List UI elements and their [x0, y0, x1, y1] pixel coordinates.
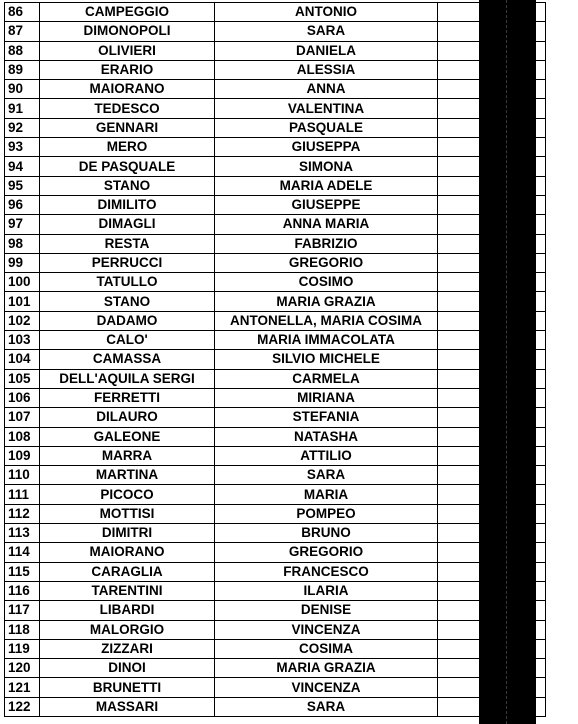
table-row	[5, 273, 546, 292]
surname-cell: STANO	[40, 292, 215, 311]
row-number-cell: 116	[5, 581, 40, 600]
row-number-cell: 115	[5, 562, 40, 581]
first-name-cell: ATTILIO	[215, 446, 438, 465]
table-body	[5, 3, 546, 717]
first-name-cell: MARIA ADELE	[215, 176, 438, 195]
table-row	[5, 388, 546, 407]
table-row	[5, 22, 546, 41]
first-name-cell: ANNA MARIA	[215, 215, 438, 234]
first-name-cell: BRUNO	[215, 524, 438, 543]
redaction-bar	[479, 0, 536, 724]
row-number-cell: 87	[5, 22, 40, 41]
row-number-cell: 118	[5, 620, 40, 639]
first-name-cell: GREGORIO	[215, 543, 438, 562]
row-number-cell: 103	[5, 331, 40, 350]
surname-cell: CALO'	[40, 331, 215, 350]
first-name-cell: ALESSIA	[215, 60, 438, 79]
redaction-seam	[506, 0, 507, 724]
row-number-cell: 104	[5, 350, 40, 369]
table-row	[5, 350, 546, 369]
row-number-cell: 112	[5, 504, 40, 523]
surname-cell: MARRA	[40, 446, 215, 465]
table-row	[5, 99, 546, 118]
surname-cell: DIMITRI	[40, 524, 215, 543]
table-row	[5, 601, 546, 620]
first-name-cell: DANIELA	[215, 41, 438, 60]
surname-cell: ERARIO	[40, 60, 215, 79]
table-row	[5, 292, 546, 311]
surname-cell: RESTA	[40, 234, 215, 253]
first-name-cell: ANTONIO	[215, 3, 438, 22]
first-name-cell: POMPEO	[215, 504, 438, 523]
first-name-cell: COSIMO	[215, 273, 438, 292]
surname-cell: MARTINA	[40, 466, 215, 485]
surname-cell: STANO	[40, 176, 215, 195]
row-number-cell: 101	[5, 292, 40, 311]
surname-cell: DILAURO	[40, 408, 215, 427]
surname-cell: CARAGLIA	[40, 562, 215, 581]
first-name-cell: SARA	[215, 697, 438, 716]
table-row	[5, 581, 546, 600]
ranking-table	[4, 2, 546, 717]
surname-cell: GALEONE	[40, 427, 215, 446]
surname-cell: DIMONOPOLI	[40, 22, 215, 41]
table-row	[5, 3, 546, 22]
table-row	[5, 485, 546, 504]
first-name-cell: DENISE	[215, 601, 438, 620]
row-number-cell: 88	[5, 41, 40, 60]
table-row	[5, 369, 546, 388]
surname-cell: DIMILITO	[40, 195, 215, 214]
first-name-cell: NATASHA	[215, 427, 438, 446]
surname-cell: PERRUCCI	[40, 253, 215, 272]
row-number-cell: 93	[5, 138, 40, 157]
surname-cell: PICOCO	[40, 485, 215, 504]
row-number-cell: 100	[5, 273, 40, 292]
table-row	[5, 639, 546, 658]
table-row	[5, 80, 546, 99]
row-number-cell: 105	[5, 369, 40, 388]
row-number-cell: 96	[5, 195, 40, 214]
first-name-cell: SILVIO MICHELE	[215, 350, 438, 369]
row-number-cell: 109	[5, 446, 40, 465]
row-number-cell: 114	[5, 543, 40, 562]
surname-cell: MALORGIO	[40, 620, 215, 639]
row-number-cell: 86	[5, 3, 40, 22]
row-number-cell: 111	[5, 485, 40, 504]
first-name-cell: MARIA IMMACOLATA	[215, 331, 438, 350]
table-row	[5, 466, 546, 485]
table-row	[5, 543, 546, 562]
table-row	[5, 524, 546, 543]
surname-cell: MOTTISI	[40, 504, 215, 523]
row-number-cell: 108	[5, 427, 40, 446]
first-name-cell: GIUSEPPE	[215, 195, 438, 214]
surname-cell: MAIORANO	[40, 80, 215, 99]
first-name-cell: ANNA	[215, 80, 438, 99]
first-name-cell: FRANCESCO	[215, 562, 438, 581]
first-name-cell: VINCENZA	[215, 620, 438, 639]
row-number-cell: 110	[5, 466, 40, 485]
first-name-cell: MARIA GRAZIA	[215, 659, 438, 678]
row-number-cell: 113	[5, 524, 40, 543]
table-row	[5, 678, 546, 697]
table-row	[5, 659, 546, 678]
table-row	[5, 620, 546, 639]
first-name-cell: MIRIANA	[215, 388, 438, 407]
surname-cell: OLIVIERI	[40, 41, 215, 60]
row-number-cell: 89	[5, 60, 40, 79]
row-number-cell: 99	[5, 253, 40, 272]
table-row	[5, 215, 546, 234]
table-row	[5, 504, 546, 523]
first-name-cell: MARIA	[215, 485, 438, 504]
surname-cell: DADAMO	[40, 311, 215, 330]
row-number-cell: 90	[5, 80, 40, 99]
surname-cell: MERO	[40, 138, 215, 157]
row-number-cell: 97	[5, 215, 40, 234]
surname-cell: CAMPEGGIO	[40, 3, 215, 22]
row-number-cell: 120	[5, 659, 40, 678]
row-number-cell: 92	[5, 118, 40, 137]
surname-cell: MAIORANO	[40, 543, 215, 562]
first-name-cell: GREGORIO	[215, 253, 438, 272]
surname-cell: GENNARI	[40, 118, 215, 137]
row-number-cell: 119	[5, 639, 40, 658]
row-number-cell: 107	[5, 408, 40, 427]
table-row	[5, 41, 546, 60]
first-name-cell: CARMELA	[215, 369, 438, 388]
first-name-cell: SARA	[215, 466, 438, 485]
first-name-cell: SIMONA	[215, 157, 438, 176]
table-row	[5, 311, 546, 330]
first-name-cell: VINCENZA	[215, 678, 438, 697]
surname-cell: LIBARDI	[40, 601, 215, 620]
first-name-cell: ILARIA	[215, 581, 438, 600]
table-row	[5, 234, 546, 253]
table-row	[5, 446, 546, 465]
table-row	[5, 408, 546, 427]
table-row	[5, 118, 546, 137]
table-row	[5, 195, 546, 214]
surname-cell: TATULLO	[40, 273, 215, 292]
first-name-cell: PASQUALE	[215, 118, 438, 137]
first-name-cell: COSIMA	[215, 639, 438, 658]
surname-cell: TEDESCO	[40, 99, 215, 118]
surname-cell: ZIZZARI	[40, 639, 215, 658]
first-name-cell: STEFANIA	[215, 408, 438, 427]
row-number-cell: 94	[5, 157, 40, 176]
first-name-cell: SARA	[215, 22, 438, 41]
row-number-cell: 95	[5, 176, 40, 195]
first-name-cell: GIUSEPPA	[215, 138, 438, 157]
surname-cell: CAMASSA	[40, 350, 215, 369]
surname-cell: DE PASQUALE	[40, 157, 215, 176]
surname-cell: DINOI	[40, 659, 215, 678]
table-row	[5, 60, 546, 79]
table-row	[5, 697, 546, 716]
surname-cell: FERRETTI	[40, 388, 215, 407]
surname-cell: TARENTINI	[40, 581, 215, 600]
row-number-cell: 117	[5, 601, 40, 620]
table-row	[5, 157, 546, 176]
first-name-cell: ANTONELLA, MARIA COSIMA	[215, 311, 438, 330]
table-row	[5, 562, 546, 581]
row-number-cell: 121	[5, 678, 40, 697]
first-name-cell: VALENTINA	[215, 99, 438, 118]
first-name-cell: FABRIZIO	[215, 234, 438, 253]
row-number-cell: 98	[5, 234, 40, 253]
row-number-cell: 102	[5, 311, 40, 330]
surname-cell: BRUNETTI	[40, 678, 215, 697]
row-number-cell: 122	[5, 697, 40, 716]
surname-cell: DELL'AQUILA SERGI	[40, 369, 215, 388]
table-row	[5, 331, 546, 350]
surname-cell: MASSARI	[40, 697, 215, 716]
first-name-cell: MARIA GRAZIA	[215, 292, 438, 311]
surname-cell: DIMAGLI	[40, 215, 215, 234]
table-row	[5, 253, 546, 272]
table-row	[5, 176, 546, 195]
row-number-cell: 106	[5, 388, 40, 407]
table-row	[5, 427, 546, 446]
table-row	[5, 138, 546, 157]
row-number-cell: 91	[5, 99, 40, 118]
